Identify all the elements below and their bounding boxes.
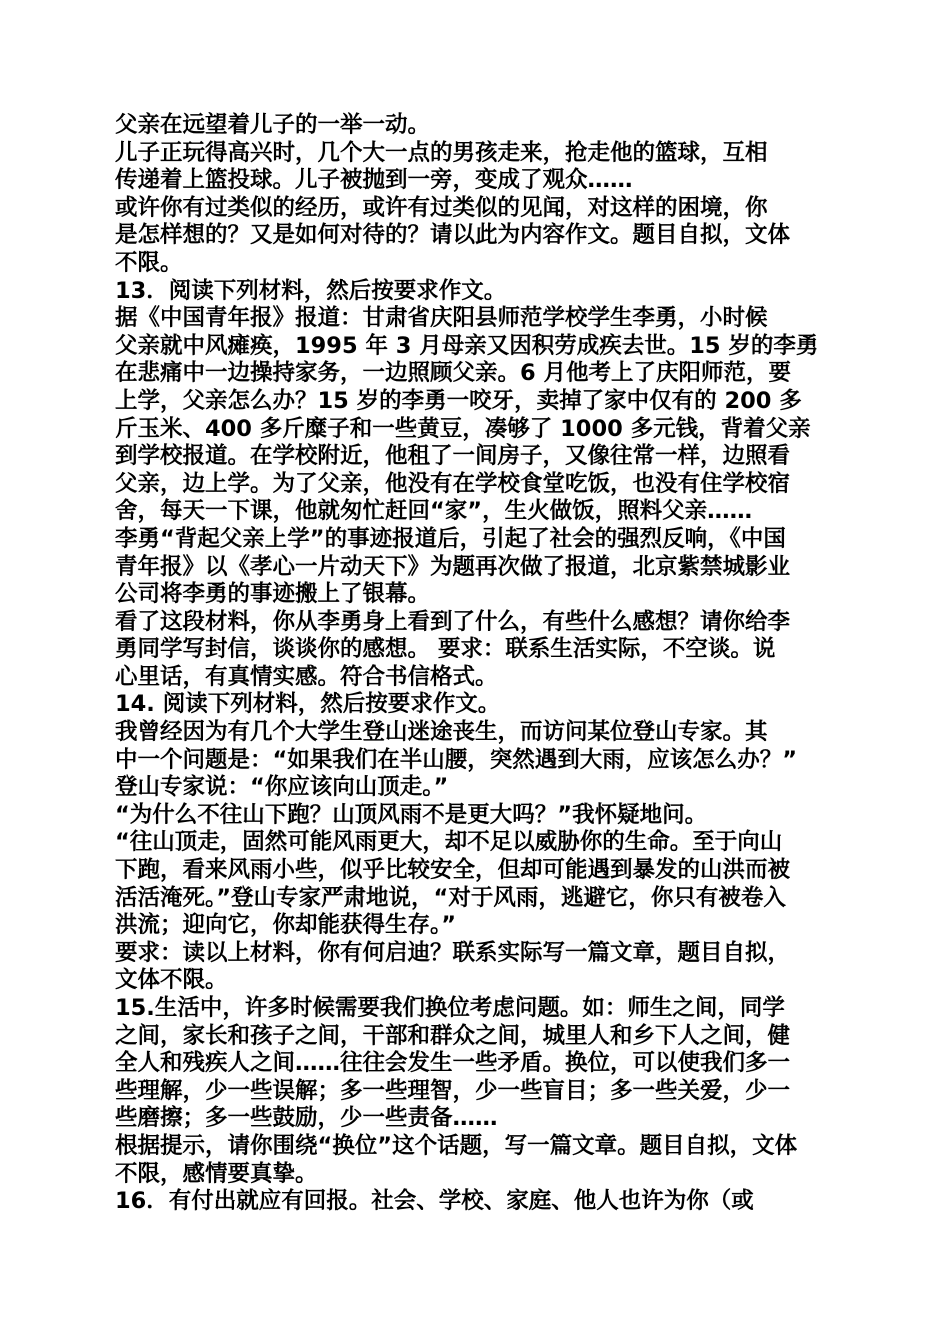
text-line: 洪流；迎向它，你却能获得生存。”: [115, 912, 457, 939]
text-line: 16．有付出就应有回报。社会、学校、家庭、他人也许为你（或: [115, 1188, 754, 1215]
text-line: 公司将李勇的事迹搬上了银幕。: [115, 581, 431, 608]
text-line: 我曾经因为有几个大学生登山迷途丧生，而访问某位登山专家。其: [115, 719, 768, 746]
text-line: 14. 阅读下列材料，然后按要求作文。: [115, 691, 501, 718]
text-line: “往山顶走，固然可能风雨更大，却不足以威胁你的生命。至于向山: [115, 829, 783, 856]
text-line: 些理解，少一些误解；多一些理智，少一些盲目；多一些关爱，少一: [115, 1077, 791, 1104]
text-line: 或许你有过类似的经历，或许有过类似的见闻，对这样的困境，你: [115, 194, 768, 221]
text-line: 在悲痛中一边操持家务，一边照顾父亲。6 月他考上了庆阳师范，要: [115, 360, 791, 387]
document-body: [115, 112, 835, 1216]
text-line: 青年报》以《孝心一片动天下》为题再次做了报道，北京紫禁城影业: [115, 553, 791, 580]
text-line: 到学校报道。在学校附近，他租了一间房子，又像往常一样，边照看: [115, 443, 791, 470]
text-line: 些磨擦；多一些鼓励，少一些责备……: [115, 1105, 498, 1132]
text-line: 勇同学写封信，谈谈你的感想。 要求：联系生活实际，不空谈。说: [115, 636, 776, 663]
text-line: 舍，每天一下课，他就匆忙赶回“家”，生火做饭，照料父亲……: [115, 498, 753, 525]
text-line: 传递着上篮投球。儿子被抛到一旁，变成了观众……: [115, 167, 633, 194]
text-line: 活活淹死。”登山专家严肃地说，“对于风雨，逃避它，你只有被卷入: [115, 884, 786, 911]
text-line: 父亲就中风瘫痪，1995 年 3 月母亲又因积劳成疾去世。15 岁的李勇: [115, 332, 819, 359]
text-line: 不限。: [115, 249, 183, 276]
text-line: 之间，家长和孩子之间，干部和群众之间，城里人和乡下人之间，健: [115, 1022, 791, 1049]
text-line: 李勇“背起父亲上学”的事迹报道后，引起了社会的强烈反响，《中国: [115, 525, 786, 552]
text-line: 看了这段材料，你从李勇身上看到了什么，有些什么感想？请你给李: [115, 608, 791, 635]
text-line: 15.生活中，许多时候需要我们换位考虑问题。如：师生之间，同学: [115, 995, 785, 1021]
text-line: 根据提示，请你围绕“换位”这个话题，写一篇文章。题目自拟，文体: [115, 1132, 798, 1159]
text-line: 13．阅读下列材料，然后按要求作文。: [115, 277, 507, 304]
text-line: 儿子正玩得高兴时，几个大一点的男孩走来，抢走他的篮球，互相: [115, 139, 768, 166]
text-line: 下跑，看来风雨小些，似乎比较安全，但却可能遇到暴发的山洪而被: [115, 857, 791, 884]
text-line: 父亲，边上学。为了父亲，他没有在学校食堂吃饭，也没有住学校宿: [115, 470, 791, 497]
text-line: 上学，父亲怎么办？15 岁的李勇一咬牙，卖掉了家中仅有的 200 多: [115, 387, 802, 414]
text-line: 中一个问题是：“如果我们在半山腰，突然遇到大雨，应该怎么办？”: [115, 746, 798, 773]
text-line: 斤玉米、400 多斤糜子和一些黄豆，凑够了 1000 多元钱，背着父亲: [115, 415, 811, 442]
text-line: 心里话，有真情实感。符合书信格式。: [115, 663, 498, 690]
text-line: 登山专家说：“你应该向山顶走。”: [115, 774, 449, 801]
text-line: 不限，感情要真挚。: [115, 1160, 318, 1187]
text-line: 文体不限。: [115, 967, 228, 994]
text-line: “为什么不往山下跑？山顶风雨不是更大吗？”我怀疑地问。: [115, 801, 708, 828]
text-line: 要求：读以上材料，你有何启迪？联系实际写一篇文章，题目自拟，: [115, 939, 791, 966]
text-line: 父亲在远望着儿子的一举一动。: [115, 112, 431, 138]
text-line: 是怎样想的？又是如何对待的？请以此为内容作文。题目自拟，文体: [115, 222, 791, 249]
text-line: 全人和残疾人之间……往往会发生一些矛盾。换位，可以使我们多一: [115, 1050, 791, 1077]
text-line: 据《中国青年报》报道：甘肃省庆阳县师范学校学生李勇，小时候: [115, 305, 768, 332]
